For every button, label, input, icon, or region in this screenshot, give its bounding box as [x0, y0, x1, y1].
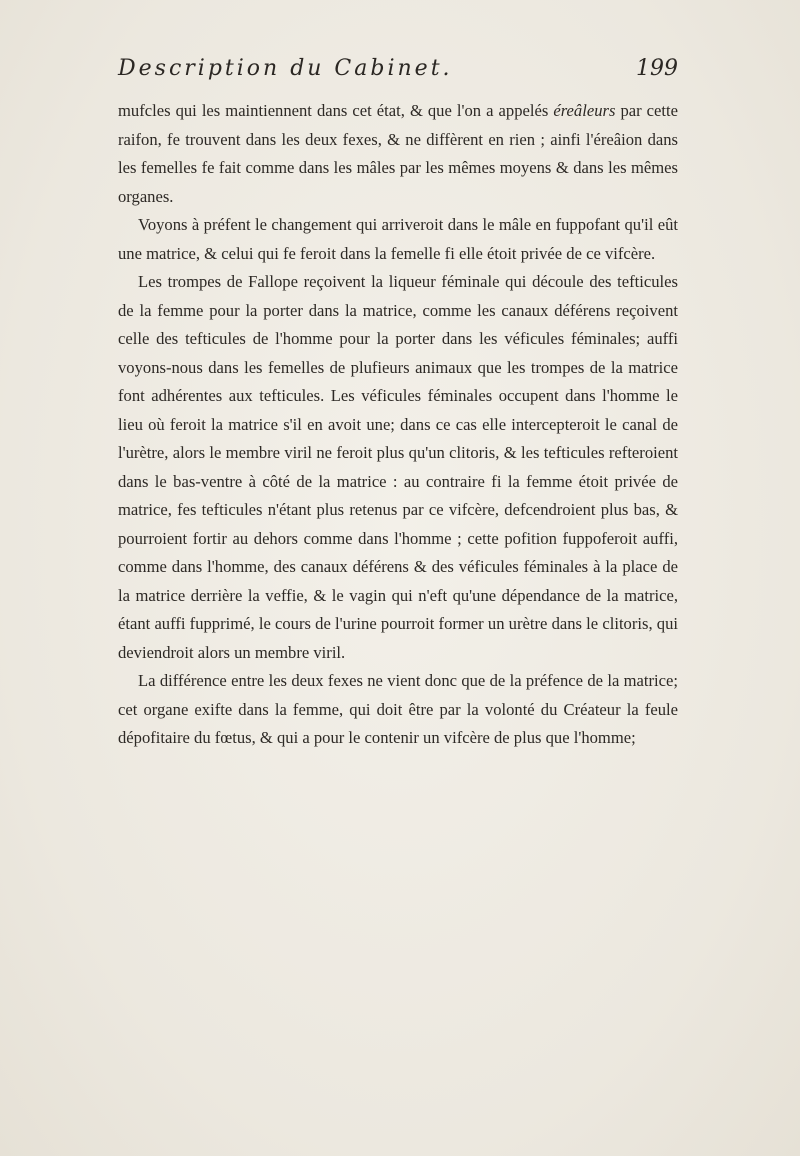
paragraph-1 — [118, 97, 678, 211]
paragraph-2: Voyons à préfent le changement qui arriveroit dans le mâle en fuppofant qu'il eût une matrice, & celui qui fe feroit dans la femelle fi elle étoit privée de ce vifcère. — [118, 215, 678, 263]
running-head — [118, 50, 678, 90]
body-text — [118, 97, 678, 753]
paragraph-4: La différence entre les deux fexes ne vient donc que de la préfence de la matrice; cet organe exifte dans la femme, qui doit être par la volonté du Créateur la feule dépofitaire du fœtus, & qui a pour le contenir un vifcère de plus que l'homme; — [118, 671, 678, 747]
page-number: 199 — [636, 56, 678, 81]
paragraph-1-after: par cette raifon, fe trouvent dans les deux fexes, & ne diffèrent en rien ; ainfi l'éreâion dans les femelles fe fait comme dans les mâles par les mêmes moyens & dans les mêmes organes. — [118, 101, 678, 206]
running-head-title: Description du Cabinet. — [118, 56, 453, 81]
paragraph-3: Les trompes de Fallope reçoivent la liqueur féminale qui découle des tefticules de la femme pour la porter dans la matrice, comme les canaux déférens reçoivent celle des tefticules de l'homme pour la porter dans les véficules féminales; auffi voyons-nous dans les femelles de plufieurs animaux que les trompes de la matrice font adhérentes aux tefticules. Les véficules féminales occupent dans l'homme le lieu où feroit la matrice s'il en avoit une; dans ce cas elle intercepteroit le canal de l'urètre, alors le membre viril ne feroit plus qu'un clitoris, & les tefticules refteroient dans le bas-ventre à côté de la matrice : au contraire fi la femme étoit privée de matrice, fes tefticules n'étant plus retenus par ce vifcère, defcendroient plus bas, & pourroient fortir au dehors comme dans l'homme ; cette pofition fuppoferoit auffi, comme dans l'homme, des canaux déférens & des véficules féminales à la place de la matrice derrière la veffie, & le vagin qui n'eft qu'une dépendance de la matrice, étant auffi fupprimé, le cours de l'urine pourroit former un urètre dans le clitoris, qui deviendroit alors un membre viril. — [118, 272, 678, 662]
paragraph-1-before: mufcles qui les maintiennent dans cet état, & que l'on a appelés — [118, 101, 554, 120]
paragraph-1-italic-term: éreâleurs — [553, 101, 616, 120]
